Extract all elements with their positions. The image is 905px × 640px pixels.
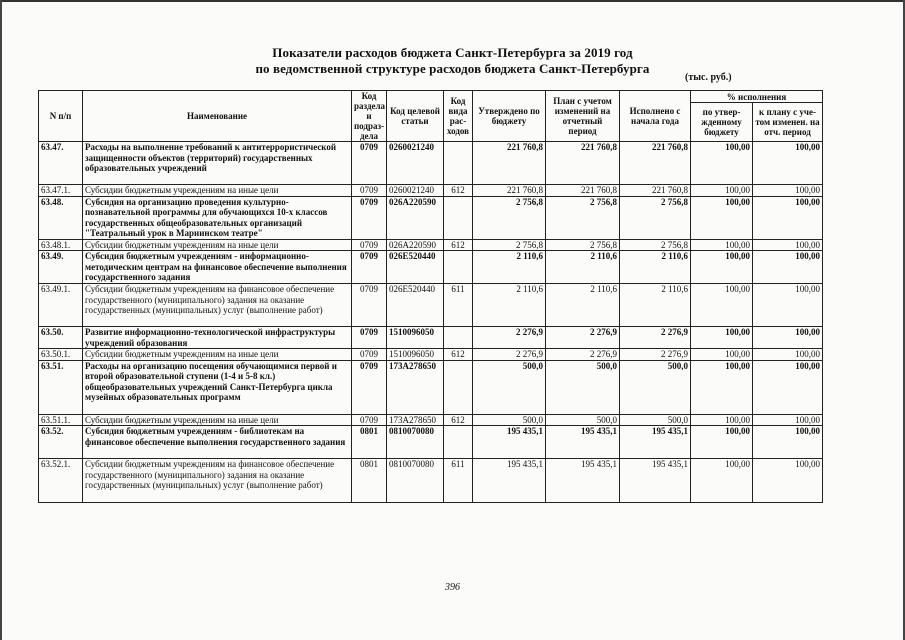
cell-plan: 500,0: [546, 360, 620, 414]
cell-name: Субсидия бюджетным учреждениям - библиотекам на финансовое обеспечение выполнения государственного задания: [83, 426, 352, 459]
cell-executed: 2 756,8: [620, 196, 691, 239]
cell-type: 611: [444, 284, 473, 327]
cell-num: 63.50.: [39, 327, 83, 349]
table-row: [39, 185, 823, 197]
cell-pct-approved: 100,00: [691, 327, 753, 349]
cell-article: 1510096050: [387, 349, 444, 361]
table-row: [39, 327, 823, 349]
cell-name: Субсидии бюджетным учреждениям на иные цели: [83, 349, 352, 361]
cell-article: 0260021240: [387, 142, 444, 185]
cell-type: [444, 251, 473, 284]
cell-executed: 2 276,9: [620, 349, 691, 361]
cell-article: 173А278650: [387, 414, 444, 426]
header-pct-approved: по утвер-жденному бюджету: [691, 103, 753, 142]
cell-pct-plan: 100,00: [753, 251, 823, 284]
cell-approved: 2 276,9: [473, 327, 546, 349]
cell-approved: 500,0: [473, 360, 546, 414]
cell-plan: 2 756,8: [546, 196, 620, 239]
cell-num: 63.52.1.: [39, 459, 83, 503]
cell-pct-approved: 100,00: [691, 196, 753, 239]
table-body: [39, 142, 823, 503]
cell-pct-approved: 100,00: [691, 185, 753, 197]
cell-name: Субсидии бюджетным учреждениям на финансовое обеспечение государственного (муниципального) задания на оказание государственных (муниципальных) услуг (выполнение работ): [83, 284, 352, 327]
table-row: [39, 142, 823, 185]
cell-pct-plan: 100,00: [753, 349, 823, 361]
cell-pct-approved: 100,00: [691, 142, 753, 185]
cell-name: Субсидии бюджетным учреждениям на финансовое обеспечение государственного (муниципального) задания на оказание государственных (муниципальных) услуг (выполнение работ): [83, 459, 352, 503]
cell-pct-plan: 100,00: [753, 360, 823, 414]
cell-plan: 2 276,9: [546, 327, 620, 349]
cell-approved: 2 756,8: [473, 196, 546, 239]
table-row: [39, 414, 823, 426]
cell-approved: 195 435,1: [473, 459, 546, 503]
cell-plan: 221 760,8: [546, 142, 620, 185]
report-title-line-2: по ведомственной структуре расходов бюджета Санкт-Петербурга: [255, 61, 650, 76]
cell-section: 0709: [352, 251, 387, 284]
cell-executed: 2 110,6: [620, 284, 691, 327]
table-row: [39, 360, 823, 414]
cell-article: 026Е520440: [387, 251, 444, 284]
header-pct-plan: к плану с уче-том изменен. на отч. период: [753, 103, 823, 142]
cell-plan: 195 435,1: [546, 459, 620, 503]
scan-edge-top: [0, 0, 905, 2]
cell-pct-plan: 100,00: [753, 459, 823, 503]
cell-name: Расходы на выполнение требований к антитеррористической защищенности объектов (территорий) государственных образовательных учреждений: [83, 142, 352, 185]
cell-section: 0709: [352, 239, 387, 251]
budget-table: [38, 90, 823, 503]
cell-num: 63.48.1.: [39, 239, 83, 251]
cell-executed: 195 435,1: [620, 426, 691, 459]
cell-executed: 221 760,8: [620, 185, 691, 197]
cell-name: Расходы на организацию посещения обучающимися первой и второй образовательной ступени (1-4 и 5-8 кл.) общеобразовательных учреждений Санкт-Петербурга цикла музейных образовательных программ: [83, 360, 352, 414]
cell-name: Субсидии бюджетным учреждениям на иные цели: [83, 414, 352, 426]
cell-approved: 221 760,8: [473, 142, 546, 185]
cell-article: 026Е520440: [387, 284, 444, 327]
cell-plan: 195 435,1: [546, 426, 620, 459]
cell-type: 611: [444, 459, 473, 503]
cell-pct-plan: 100,00: [753, 185, 823, 197]
cell-approved: 2 110,6: [473, 284, 546, 327]
cell-pct-approved: 100,00: [691, 251, 753, 284]
header-type: Код вида рас-ходов: [444, 91, 473, 142]
cell-type: 612: [444, 239, 473, 251]
cell-pct-plan: 100,00: [753, 426, 823, 459]
cell-type: 612: [444, 414, 473, 426]
cell-plan: 500,0: [546, 414, 620, 426]
cell-num: 63.51.: [39, 360, 83, 414]
cell-num: 63.49.1.: [39, 284, 83, 327]
cell-section: 0709: [352, 185, 387, 197]
cell-section: 0801: [352, 459, 387, 503]
table-row: [39, 196, 823, 239]
cell-article: 026А220590: [387, 196, 444, 239]
cell-approved: 500,0: [473, 414, 546, 426]
cell-pct-approved: 100,00: [691, 459, 753, 503]
cell-article: 026А220590: [387, 239, 444, 251]
cell-executed: 221 760,8: [620, 142, 691, 185]
cell-pct-plan: 100,00: [753, 239, 823, 251]
header-section: Код раздела и подраз-дела: [352, 91, 387, 142]
cell-pct-approved: 100,00: [691, 239, 753, 251]
cell-article: 1510096050: [387, 327, 444, 349]
cell-num: 63.52.: [39, 426, 83, 459]
cell-pct-approved: 100,00: [691, 426, 753, 459]
cell-plan: 2 276,9: [546, 349, 620, 361]
cell-type: [444, 142, 473, 185]
page-number: 396: [445, 582, 460, 593]
cell-type: [444, 426, 473, 459]
cell-pct-approved: 100,00: [691, 284, 753, 327]
cell-pct-plan: 100,00: [753, 414, 823, 426]
cell-name: Субсидия бюджетным учреждениям - информационно-методическим центрам на финансовое обеспечение выполнения государственного задания: [83, 251, 352, 284]
cell-type: 612: [444, 185, 473, 197]
header-executed: Исполнено с начала года: [620, 91, 691, 142]
cell-section: 0709: [352, 414, 387, 426]
table-row: [39, 239, 823, 251]
cell-pct-approved: 100,00: [691, 349, 753, 361]
cell-section: 0801: [352, 426, 387, 459]
header-pct-group: % исполнения: [691, 91, 823, 103]
cell-section: 0709: [352, 142, 387, 185]
cell-name: Субсидия на организацию проведения культурно-познавательной программы для обучающихся 10-х классов государственных общеобразовательных организаций "Театральный урок в Мариинском театре": [83, 196, 352, 239]
header-num: N п/п: [39, 91, 83, 142]
cell-type: [444, 196, 473, 239]
cell-section: 0709: [352, 349, 387, 361]
cell-num: 63.47.1.: [39, 185, 83, 197]
cell-pct-plan: 100,00: [753, 142, 823, 185]
units-label: (тыс. руб.): [685, 72, 732, 83]
cell-pct-approved: 100,00: [691, 414, 753, 426]
cell-plan: 2 110,6: [546, 284, 620, 327]
cell-executed: 500,0: [620, 360, 691, 414]
cell-num: 63.51.1.: [39, 414, 83, 426]
cell-article: 0810070080: [387, 426, 444, 459]
cell-name: Субсидии бюджетным учреждениям на иные цели: [83, 185, 352, 197]
cell-type: 612: [444, 349, 473, 361]
scan-edge-left: [0, 0, 2, 640]
cell-section: 0709: [352, 360, 387, 414]
cell-plan: 2 110,6: [546, 251, 620, 284]
cell-name: Развитие информационно-технологической инфраструктуры учреждений образования: [83, 327, 352, 349]
cell-approved: 2 756,8: [473, 239, 546, 251]
cell-plan: 2 756,8: [546, 239, 620, 251]
cell-section: 0709: [352, 327, 387, 349]
table-row: [39, 426, 823, 459]
cell-article: 0810070080: [387, 459, 444, 503]
cell-pct-approved: 100,00: [691, 360, 753, 414]
cell-executed: 195 435,1: [620, 459, 691, 503]
cell-section: 0709: [352, 196, 387, 239]
cell-approved: 2 110,6: [473, 251, 546, 284]
table-row: [39, 349, 823, 361]
cell-approved: 2 276,9: [473, 349, 546, 361]
cell-num: 63.50.1.: [39, 349, 83, 361]
cell-type: [444, 360, 473, 414]
header-plan: План с учетом изменений на отчетный период: [546, 91, 620, 142]
table-row: [39, 284, 823, 327]
cell-pct-plan: 100,00: [753, 284, 823, 327]
cell-executed: 500,0: [620, 414, 691, 426]
cell-article: 173А278650: [387, 360, 444, 414]
cell-executed: 2 756,8: [620, 239, 691, 251]
cell-pct-plan: 100,00: [753, 327, 823, 349]
report-title-line-1: Показатели расходов бюджета Санкт-Петербурга за 2019 год: [272, 45, 633, 60]
cell-num: 63.48.: [39, 196, 83, 239]
header-article: Код целевой статьи: [387, 91, 444, 142]
header-approved: Утверждено по бюджету: [473, 91, 546, 142]
cell-num: 63.47.: [39, 142, 83, 185]
header-name: Наименование: [83, 91, 352, 142]
cell-pct-plan: 100,00: [753, 196, 823, 239]
cell-type: [444, 327, 473, 349]
cell-article: 0260021240: [387, 185, 444, 197]
table-row: [39, 459, 823, 503]
cell-name: Субсидии бюджетным учреждениям на иные цели: [83, 239, 352, 251]
cell-plan: 221 760,8: [546, 185, 620, 197]
cell-approved: 221 760,8: [473, 185, 546, 197]
cell-executed: 2 276,9: [620, 327, 691, 349]
cell-section: 0709: [352, 284, 387, 327]
table-row: [39, 251, 823, 284]
cell-num: 63.49.: [39, 251, 83, 284]
cell-approved: 195 435,1: [473, 426, 546, 459]
cell-executed: 2 110,6: [620, 251, 691, 284]
